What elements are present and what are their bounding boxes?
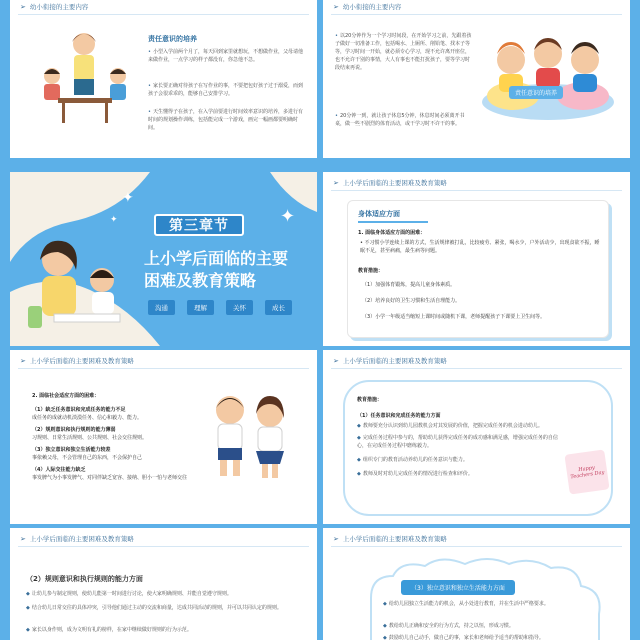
bullet-item <box>335 32 473 72</box>
slide-7 <box>10 528 317 640</box>
content-card <box>347 200 609 338</box>
difficulty-title <box>32 446 212 454</box>
difficulty-title-text: （3）独立意识和独立生活能力较差 <box>32 447 111 453</box>
header-text: 上小学后面临的主要困难及教育策略 <box>29 357 134 365</box>
bullet-dot: ◆ <box>357 471 361 477</box>
slide-3-chapter <box>10 172 317 346</box>
measures-title-text: 教育措施： <box>358 268 384 274</box>
bullet-item <box>26 604 306 612</box>
bullet-text: 鼓励幼儿自己动手，做自己的事，家长和老师给予适当的帮助和指导。 <box>388 635 544 640</box>
difficulty-text: 事发脾气为小事发脾气、对同伴缺乏宽容、接纳、胆小一怕与老师交往 <box>32 475 188 481</box>
task-title-text: （1）任务意识和完成任务的能力方面 <box>357 413 441 419</box>
slide-2 <box>323 0 630 158</box>
header-divider <box>331 546 622 547</box>
difficulty-title <box>32 466 212 474</box>
intro <box>32 392 99 400</box>
bullet-text: 完成任务过程中参与的，帮助幼儿获得完成任务的成功感和满足感，增强完成任务的自信心，在完成任务过程中磨练毅力。 <box>357 435 558 449</box>
problem-title-text: 1. 面临身体适应方面的困难： <box>358 230 426 236</box>
bullet-text: 结合幼儿日常交往的具体冲突，引导他们通过主动的交流和商量，达成共同活动的规则，并可以共同认定的规则。 <box>31 605 282 611</box>
header-divider <box>331 14 622 15</box>
slide-header <box>333 356 447 365</box>
bullet-text: 让幼儿参与制定规则，使幼儿能第一时间进行讨论，使大家明确规则、并能自觉遵守规则。 <box>31 591 232 597</box>
arrow-icon: ➢ <box>333 356 339 365</box>
bullet-dot: ◆ <box>26 605 30 611</box>
bullet-text: 家长以身作则，成为文明有礼的榜样，在家中继续做好规则的行为示范。 <box>31 627 192 633</box>
slide-header <box>333 2 401 11</box>
bullet-text: 教师要充分认识到幼儿园教机会对其发展的价值，把握完成任务的机会进动幼儿。 <box>362 423 543 429</box>
keyword-tag: 关怀 <box>226 300 253 315</box>
bullet-item <box>357 456 563 464</box>
header-text: 幼小衔接的主要内容 <box>342 3 402 11</box>
difficulty-text: 事依赖父母，不会管理自己的东西，不会保护自己 <box>32 455 143 461</box>
bullet-item <box>148 48 306 64</box>
section-title: 身体适应方面 <box>358 210 400 218</box>
title-underline <box>358 221 428 223</box>
section-title: （2）规则意识和执行规则的能力方面 <box>26 575 143 583</box>
bullet-dot: ◆ <box>357 457 361 463</box>
bullet-text: 小型入学前两个月了，每天回到家里就想玩，不想做作业，父母请他来做作业，一点学习的样子都没有，你急他不急。 <box>148 49 303 63</box>
slide-header <box>20 356 134 365</box>
bullet-text: 20分钟一到，就让孩子休息5分钟，休息时间必须离开书桌，做一些不剧烈的体育活动，或干学习时不许干的事。 <box>335 113 465 127</box>
bullet-dot: ◆ <box>383 635 387 640</box>
measure-item: （1）加强体育锻炼，提高儿童身体素质。 <box>362 282 456 288</box>
header-text: 上小学后面临的主要困难及教育策略 <box>342 357 447 365</box>
bullet-item <box>357 470 563 478</box>
svg-text:✦: ✦ <box>122 190 134 206</box>
difficulty-title <box>32 426 212 434</box>
bullet-item <box>357 434 563 450</box>
difficulty-title-text: （4）人际交往能力缺乏 <box>32 467 86 473</box>
slide-1 <box>10 0 317 158</box>
svg-text:✦: ✦ <box>280 206 296 227</box>
section-title: 责任意识的培养 <box>148 35 197 43</box>
keyword-tags <box>148 300 292 315</box>
slide-header <box>333 534 447 543</box>
difficulty-title-text: （1）缺乏任务意识和完成任务的能力不足 <box>32 407 126 413</box>
students-illustration <box>198 388 298 488</box>
bullet-text: 家长要正确对待孩子在写作业的事，不要把包好孩子过于溺爱，而到孩子会很乖乖的，能够自己安排学习。 <box>148 83 303 97</box>
chapter-title-line1: 上小学后面临的主要 <box>144 249 289 268</box>
topic-tag: 责任意识的培养 <box>509 86 563 99</box>
bullet-dot: ◆ <box>26 591 30 597</box>
arrow-icon: ➢ <box>333 178 339 187</box>
problem-text: • 不习惯小学连续上课的方式，生活规律被打乱，比较疲劳、紧张，喝水少，户外活动少，出现食欲不振，睡眠不足，甚至病痛，最生病等问题。 <box>360 240 600 254</box>
card-text: Happy Teachers Day <box>570 464 605 481</box>
header-divider <box>18 546 309 547</box>
header-divider <box>18 368 309 369</box>
bullet-item <box>383 600 573 608</box>
slide-header <box>20 2 88 11</box>
measures-title <box>357 396 382 404</box>
chapter-badge <box>154 214 244 236</box>
measure-item: （2）培养良好的卫生习惯和生活自理能力。 <box>362 298 461 304</box>
arrow-icon: ➢ <box>333 534 339 543</box>
bullet-text: 教师及时对幼儿完成任务的情况进行检查和评价。 <box>362 471 473 477</box>
bullet-dot: ◆ <box>357 423 361 429</box>
slide-4 <box>323 172 630 346</box>
arrow-icon: ➢ <box>20 534 26 543</box>
task-title <box>357 412 440 420</box>
difficulty-text: 习规则、日常生活规则、公共规则、社会交往规则。 <box>32 435 148 441</box>
difficulty-title-text: （2）规则意识和执行规则的能力薄弱 <box>32 427 116 433</box>
bullet-item <box>383 634 573 640</box>
problem-title <box>358 229 602 237</box>
slide-header <box>20 534 134 543</box>
bullet-item <box>148 108 306 132</box>
bullet-text: 教给幼儿正确和安全的行为方式，持之以恒，形成习惯。 <box>388 623 514 629</box>
header-divider <box>331 190 622 191</box>
bullet-dot: ◆ <box>26 627 30 633</box>
chapter-label: 第三章节 <box>169 218 229 234</box>
bullet-item <box>148 82 306 98</box>
svg-text:✦: ✦ <box>110 215 118 225</box>
header-text: 上小学后面临的主要困难及教育策略 <box>29 535 134 543</box>
difficulty-list <box>32 406 212 482</box>
keyword-tag: 成长 <box>265 300 292 315</box>
header-text: 幼小衔接的主要内容 <box>29 3 89 11</box>
header-divider <box>331 368 622 369</box>
bullet-dot: ◆ <box>383 601 387 607</box>
slide-8 <box>323 528 630 640</box>
arrow-icon: ➢ <box>20 356 26 365</box>
bullet-dot: • <box>335 113 338 119</box>
teachers-day-card <box>564 449 609 494</box>
arrow-icon: ➢ <box>333 2 339 11</box>
teacher-student-illustration <box>18 230 128 338</box>
children-cloud-illustration <box>473 24 623 124</box>
measure-item: （3）小学一年级适当缩短上课时间或随机下课，老师提醒孩子下课要上卫生间等。 <box>362 314 546 320</box>
measures-title <box>358 267 383 275</box>
slide-5 <box>10 350 317 524</box>
slide-6 <box>323 350 630 524</box>
bullet-dot: ◆ <box>357 435 361 441</box>
header-text: 上小学后面临的主要困难及教育策略 <box>342 179 447 187</box>
difficulty-text: 成任务的成就动机淡漠任务、信心和毅力、能力。 <box>32 415 143 421</box>
bullet-item <box>357 422 593 430</box>
arrow-icon: ➢ <box>20 2 26 11</box>
bullet-dot: • <box>148 109 151 115</box>
keyword-tag: 理解 <box>187 300 214 315</box>
bullet-dot: • <box>335 33 338 39</box>
chapter-title-line2: 困难及教育策略 <box>144 271 257 290</box>
bullet-item <box>335 112 473 128</box>
slide-header <box>333 178 447 187</box>
keyword-tag: 沟通 <box>148 300 175 315</box>
bullet-dot: • <box>148 49 151 55</box>
bullet-item <box>26 626 306 634</box>
bullet-text: 天生懂得子在孩子，在入学前要进行时间效率意识的培养，多进行有时间的规划操作训练，包括能完成一个游戏，画完一幅画都要明确时间。 <box>148 109 303 131</box>
header-divider <box>18 14 309 15</box>
bullet-dot: • <box>148 83 151 89</box>
bullet-dot: ◆ <box>383 623 387 629</box>
teacher-children-illustration <box>32 24 136 128</box>
bullet-text: 给幼儿园独立生活能力的机会，从小处进行教育，并在生活中严格要求。 <box>388 601 549 607</box>
measures-title-text: 教育措施： <box>357 397 383 403</box>
bullet-item <box>383 622 573 630</box>
topic-tag: （3）独立意识和独立生活能力方面 <box>401 580 515 595</box>
header-text: 上小学后面临的主要困难及教育策略 <box>342 535 447 543</box>
difficulty-title <box>32 406 212 414</box>
bullet-text: 以20分钟作为一个学习时间段，在开始学习之前，先跟着孩子做好一切准备工作，包括喝水、上厕所、削铅笔、找本子等等，学习时间一开始，就必须专心学习，现不允许离开座位，也不允许干别的事情，大人有事也不能打扰孩子，要等学习时段结束再说。 <box>335 33 472 71</box>
intro-text: 2. 面临社会适应方面的困难： <box>32 393 100 399</box>
bullet-item <box>26 590 306 598</box>
bullet-text: 组织专门的教育活动养幼儿的任务意识与能力。 <box>362 457 468 463</box>
